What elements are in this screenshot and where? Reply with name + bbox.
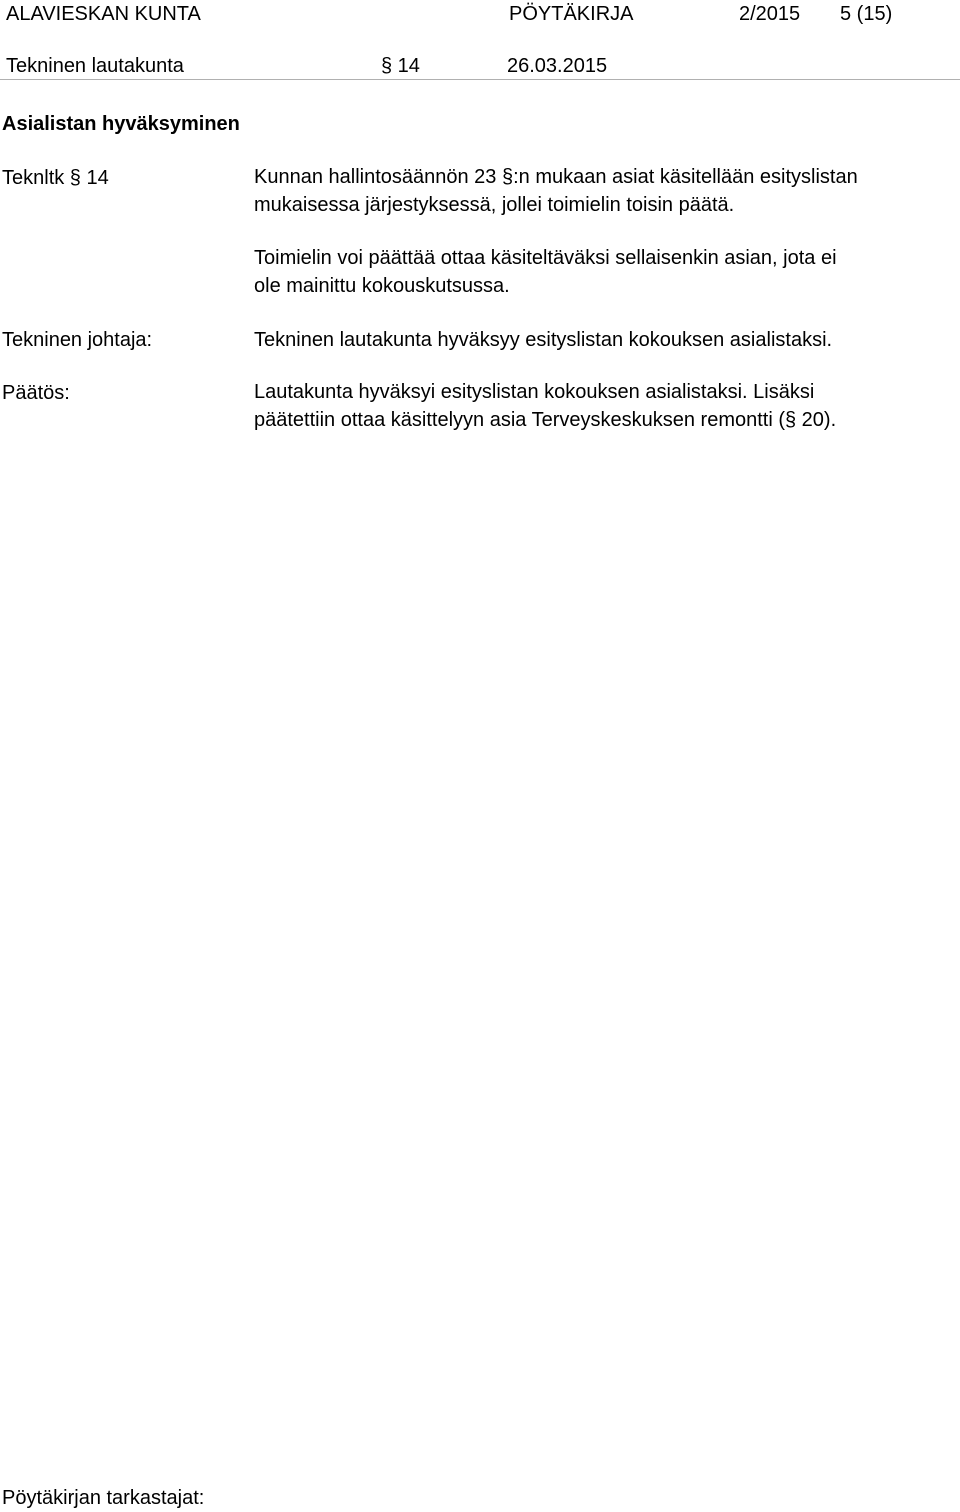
municipality-name: ALAVIESKAN KUNTA xyxy=(6,3,201,25)
committee-name: Tekninen lautakunta xyxy=(6,55,184,77)
body-line: Kunnan hallintosäännön 23 §:n mukaan asiat käsitellään esityslistan xyxy=(254,166,858,188)
reviewers-label: Pöytäkirjan tarkastajat: xyxy=(2,1487,205,1509)
body-line: ole mainittu kokouskutsussa. xyxy=(254,275,510,297)
document-number: 2/2015 xyxy=(739,3,801,25)
decision-line: päätettiin ottaa käsittelyyn asia Terveyskeskuksen remontti (§ 20). xyxy=(254,409,837,431)
meeting-date: 26.03.2015 xyxy=(507,55,608,77)
header-divider xyxy=(0,79,960,80)
body-line: Toimielin voi päättää ottaa käsiteltäväksi sellaisenkin asian, jota ei xyxy=(254,247,837,269)
item-reference-label: Teknltk § 14 xyxy=(2,167,109,189)
decision-line: Lautakunta hyväksyi esityslistan kokouksen asialistaksi. Lisäksi xyxy=(254,381,815,403)
proposal-label: Tekninen johtaja: xyxy=(2,329,153,351)
decision-text xyxy=(254,378,954,434)
decision-label: Päätös: xyxy=(2,382,70,404)
item-body-paragraph-1 xyxy=(254,163,954,219)
page-number: 5 (15) xyxy=(840,3,893,25)
section-reference: § 14 xyxy=(381,55,420,77)
proposal-text: Tekninen lautakunta hyväksyy esityslistan kokouksen asialistaksi. xyxy=(254,329,833,351)
body-line: mukaisessa järjestyksessä, jollei toimielin toisin päätä. xyxy=(254,194,735,216)
item-title: Asialistan hyväksyminen xyxy=(2,113,240,135)
item-body-paragraph-2 xyxy=(254,244,954,300)
document-type: PÖYTÄKIRJA xyxy=(509,3,634,25)
